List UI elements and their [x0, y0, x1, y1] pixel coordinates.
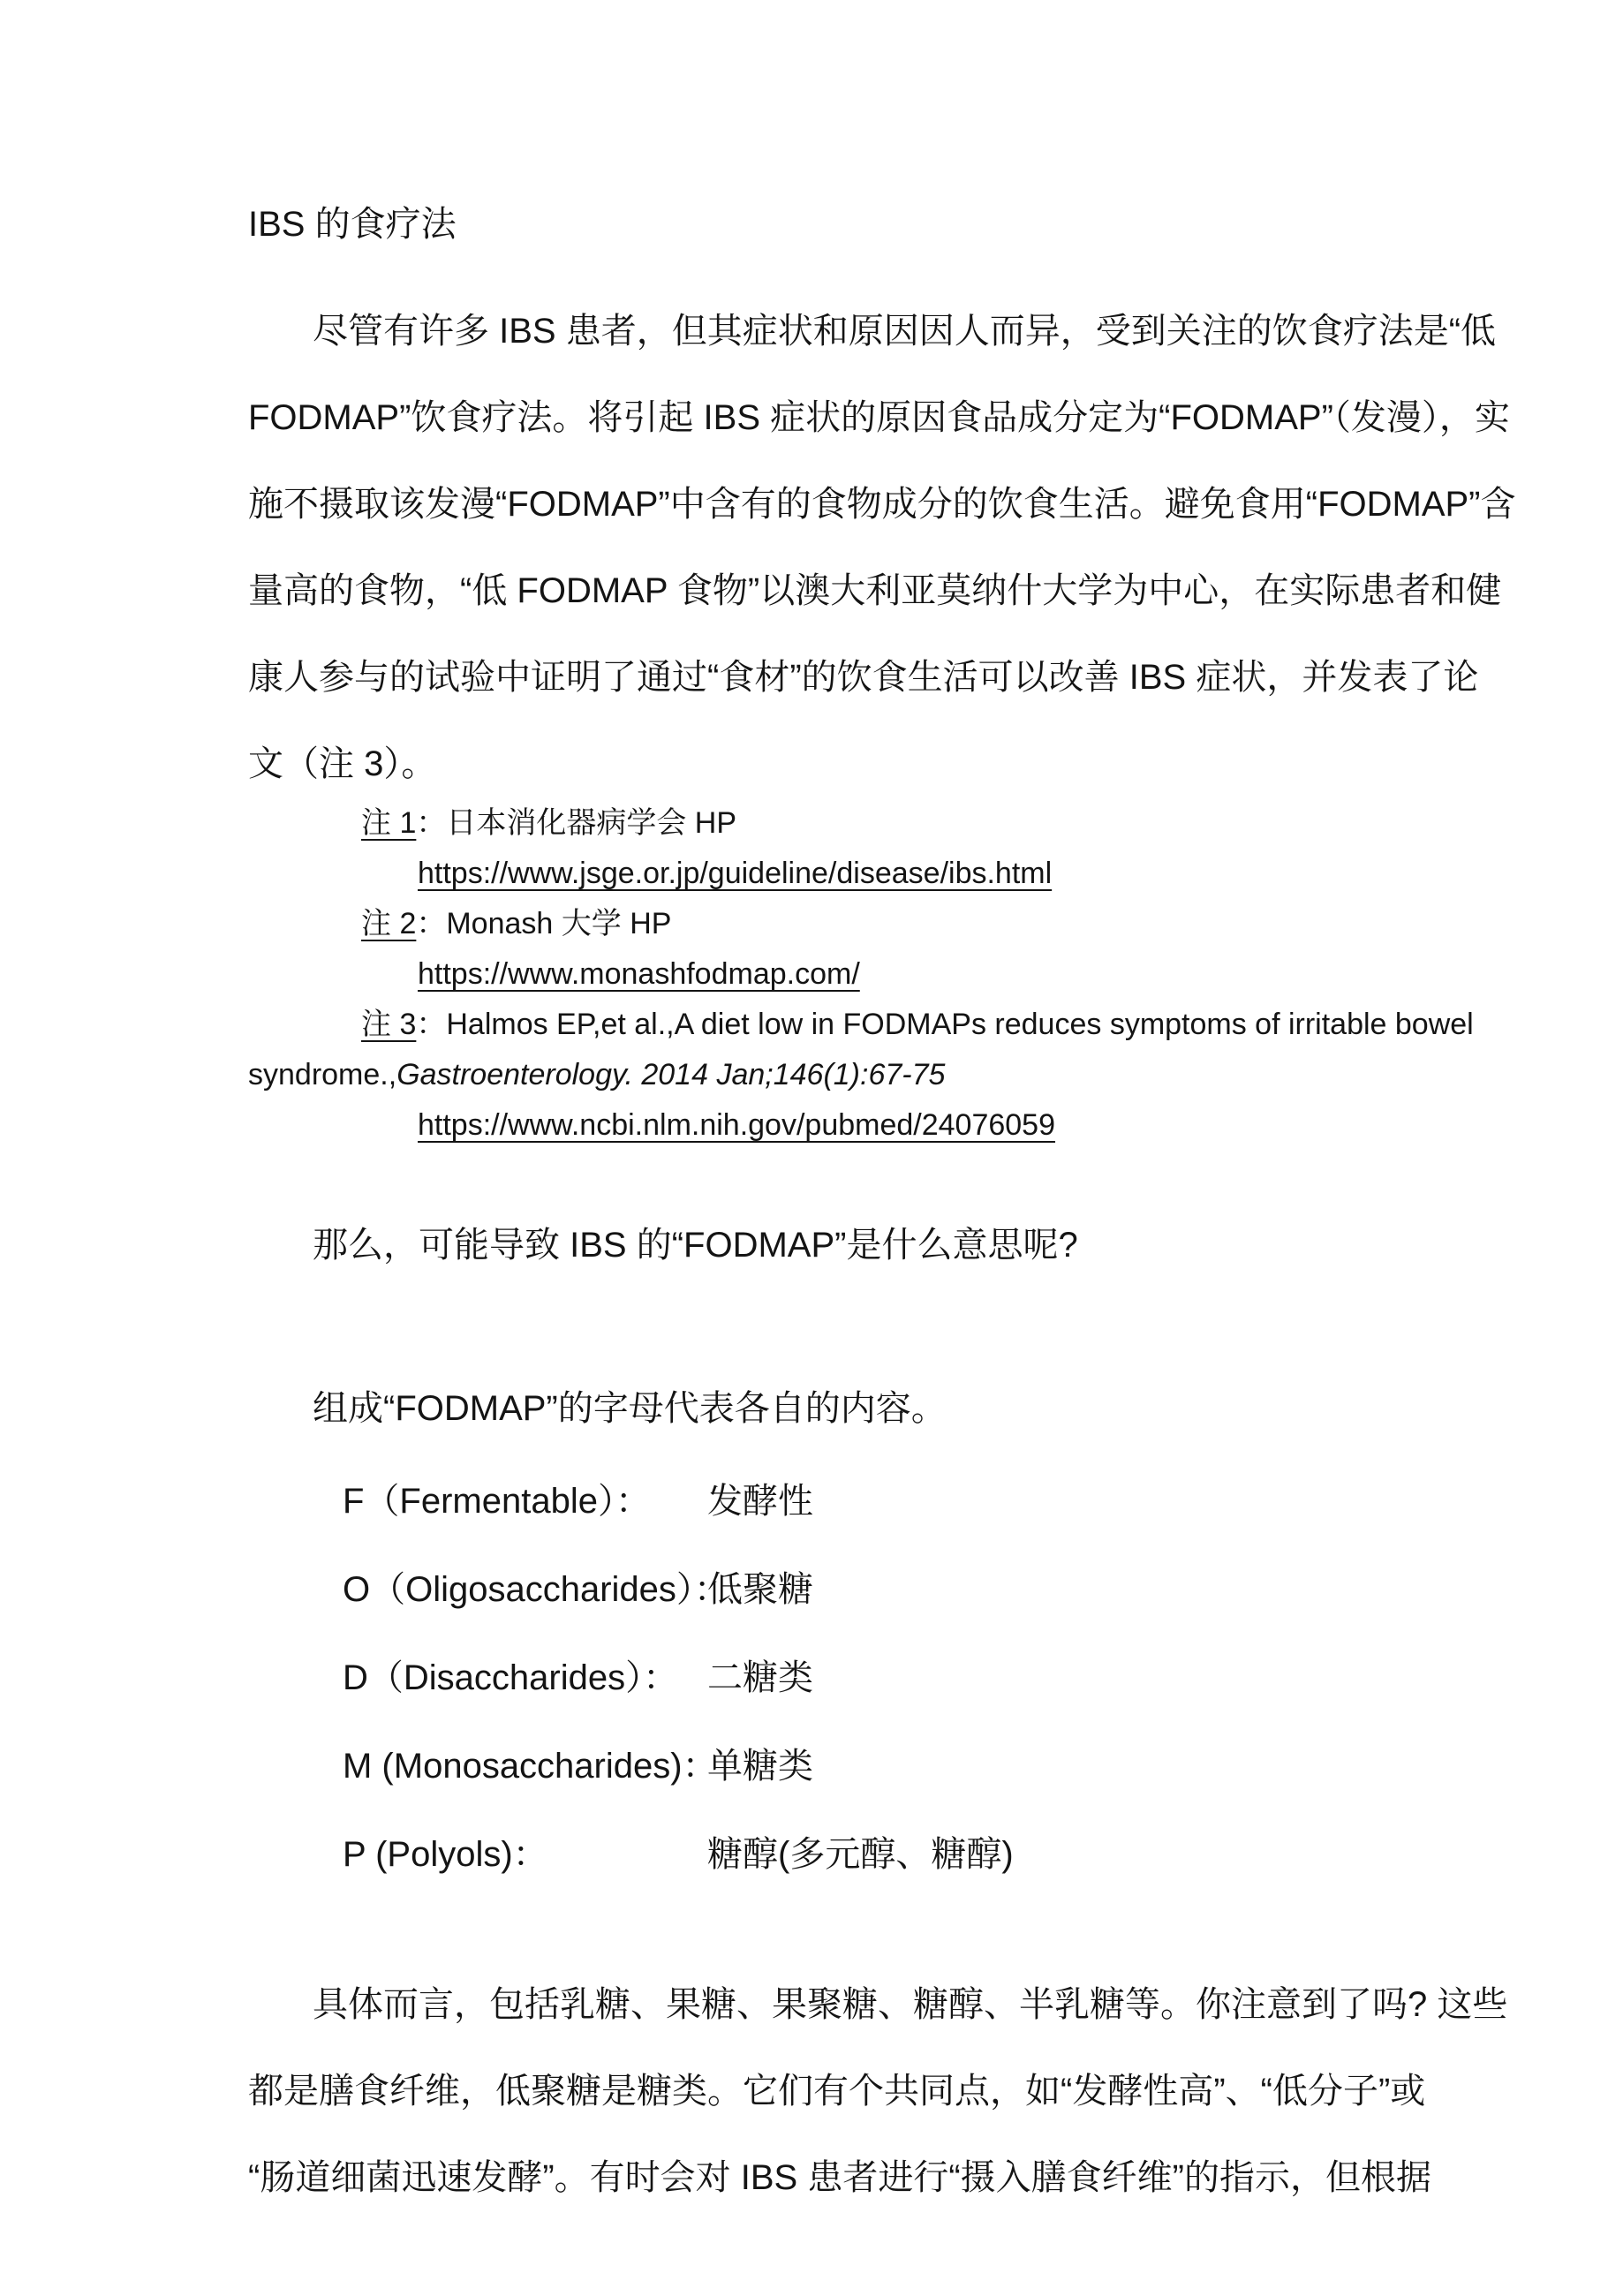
- fodmap-row-p: [343, 1810, 1464, 1899]
- note-label: 注 2: [361, 907, 417, 940]
- note-ref-text: 日本消化器病学会 HP: [446, 806, 737, 840]
- note-separator: ：: [416, 1008, 447, 1041]
- fodmap-letter-label: P (Polyols)：: [343, 1835, 548, 1874]
- paragraph-fodmap-intro: [248, 1365, 1464, 1452]
- paragraph-intro: [248, 288, 1516, 807]
- fodmap-letter-label: F（Fermentable）：: [343, 1482, 651, 1521]
- note-ref-text: syndrome.,: [248, 1058, 397, 1091]
- fodmap-row-f: [343, 1457, 1464, 1545]
- fodmap-term: 单糖类: [707, 1747, 813, 1786]
- text-line: 文（注 3）。: [248, 744, 437, 783]
- note-separator: ：: [416, 907, 447, 940]
- text-line: 具体而言，包括乳糖、果糖、果聚糖、糖醇、半乳糖等。你注意到了吗? 这些: [313, 1985, 1508, 2024]
- note-label: 注 1: [361, 806, 417, 840]
- note-url-line: [418, 949, 1464, 1000]
- fodmap-list: [343, 1457, 1464, 1899]
- document-title: IBS 的食疗法: [248, 205, 457, 244]
- text-line: 康人参与的试验中证明了通过“食材”的饮食生活可以改善 IBS 症状，并发表了论: [248, 658, 1479, 697]
- text-line: 都是膳食纤维，低聚糖是糖类。它们有个共同点，如“发酵性高”、“低分子”或: [248, 2072, 1426, 2111]
- note-ref-text: Monash 大学 HP: [446, 907, 672, 940]
- note-separator: ：: [416, 806, 447, 840]
- fodmap-letter-label: O（Oligosaccharides）：: [343, 1570, 729, 1609]
- text-line: “肠道细菌迅速发酵”。有时会对 IBS 患者进行“摄入膳食纤维”的指示，但根据: [248, 2158, 1431, 2197]
- text-line: 组成“FODMAP”的字母代表各自的内容。: [313, 1389, 947, 1428]
- paragraph-detail: [248, 1961, 1508, 2221]
- text-line: 尽管有许多 IBS 患者，但其症状和原因因人而异，受到关注的饮食疗法是“低: [313, 312, 1497, 351]
- note-url-line: [418, 1100, 1464, 1151]
- fodmap-term: 低聚糖: [707, 1570, 813, 1609]
- fodmap-letter-label: M (Monosaccharides)：: [343, 1747, 718, 1786]
- text-line: 那么，可能导致 IBS 的“FODMAP”是什么意思呢?: [313, 1226, 1078, 1265]
- note-url-link-monash[interactable]: https://www.monashfodmap.com/: [418, 957, 860, 991]
- note-url-link-pubmed[interactable]: https://www.ncbi.nlm.nih.gov/pubmed/24076059: [418, 1108, 1056, 1142]
- text-line: 量高的食物，“低 FODMAP 食物”以澳大利亚莫纳什大学为中心，在实际患者和健: [248, 571, 1502, 610]
- fodmap-letter-label: D（Disaccharides）：: [343, 1658, 679, 1697]
- note-continuation: [248, 1050, 1464, 1100]
- fodmap-row-d: [343, 1634, 1464, 1722]
- paragraph-question: [248, 1202, 1464, 1288]
- note-ref-text: Halmos EP,et al.,A diet low in FODMAPs reduces symptoms of irritable bowel: [446, 1008, 1474, 1041]
- fodmap-term: 糖醇(多元醇、糖醇): [707, 1835, 1014, 1874]
- fodmap-term: 发酵性: [707, 1482, 813, 1521]
- note-label: 注 3: [361, 1008, 417, 1041]
- note-url-link-jsge[interactable]: https://www.jsge.or.jp/guideline/disease/ibs.html: [418, 857, 1053, 890]
- note-item-1: [361, 798, 1464, 849]
- fodmap-row-o: [343, 1545, 1464, 1634]
- journal-citation-italic: Gastroenterology. 2014 Jan;146(1):67-75: [396, 1058, 946, 1091]
- note-item-3: [361, 1000, 1474, 1050]
- text-line: FODMAP”饮食疗法。将引起 IBS 症状的原因食品成分定为“FODMAP”（发漫），实: [248, 398, 1510, 437]
- note-url-line: [418, 849, 1464, 899]
- note-item-2: [361, 899, 1464, 949]
- notes-section: [248, 798, 1474, 1151]
- text-line: 施不摄取该发漫“FODMAP”中含有的食物成分的饮食生活。避免食用“FODMAP”含: [248, 485, 1516, 524]
- fodmap-term: 二糖类: [707, 1658, 813, 1697]
- fodmap-row-m: [343, 1722, 1464, 1810]
